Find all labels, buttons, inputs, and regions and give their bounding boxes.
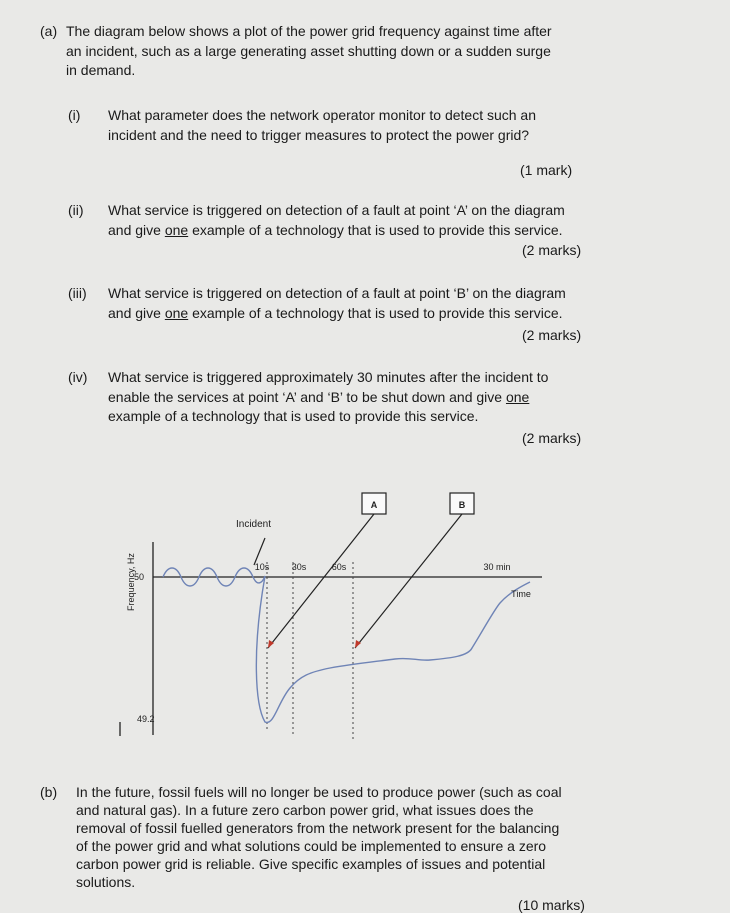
text-fragment: and give [108,221,165,238]
intro-line: an incident, such as a large generating asset shutting down or a sudden surge [66,42,551,59]
text-fragment: enable the services at point ‘A’ and ‘B’ to be shut down and give [108,388,506,405]
question-line: What service is triggered on detection of a fault at point ‘B’ on the diagram [108,285,566,301]
text-fragment: and give [108,304,165,321]
incident-label: Incident [236,519,272,530]
intro-line: The diagram below shows a plot of the power grid frequency against time after [66,23,552,39]
question-iv-label: (iv) [68,369,88,385]
question-line: incident and the need to trigger measures to protect the power grid? [108,126,530,143]
arrow-b [355,514,462,648]
time-label-10s: 10s [254,562,270,572]
question-iv-marks: (2 marks) [522,430,582,446]
y-axis-label: Frequency, Hz [126,553,136,611]
part-b-line: and natural gas). In a future zero carbon power grid, what issues does the [76,802,534,818]
question-iii-label: (iii) [68,285,87,301]
question-line: What parameter does the network operator monitor to detect such an [108,107,537,123]
text-fragment: example of a technology that is used to provide this service. [188,304,563,321]
question-ii-label: (ii) [68,202,84,218]
question-i-label: (i) [68,107,81,123]
box-a-label: A [370,500,378,510]
underlined-one: one [164,304,189,321]
part-b-label: (b) [40,784,58,800]
question-i-marks: (1 mark) [520,162,573,178]
question-ii-marks: (2 marks) [522,242,582,258]
question-line: example of a technology that is used to provide this service. [108,408,479,424]
x-axis-label: Time [511,589,531,599]
time-label-30s: 30s [291,562,307,572]
arrow-a [268,514,374,648]
part-b-line: removal of fossil fuelled generators from the network present for the balancing [76,820,560,836]
question-line: What service is triggered on detection of a fault at point ‘A’ on the diagram [108,202,565,218]
y-tick-49-2: 49.2 [137,714,155,724]
underlined-one: one [505,388,530,405]
part-b-marks: (10 marks) [518,897,585,913]
part-b-text [76,783,562,891]
time-label-60s: 60s [331,562,347,572]
text-fragment: example of a technology that is used to provide this service. [188,221,563,238]
part-a-label: (a) [40,23,58,39]
incident-arrow [254,538,265,565]
part-b-line: solutions. [76,874,136,890]
part-b-line: of the power grid and what solutions could be implemented to ensure a zero [76,838,547,854]
part-b-line: carbon power grid is reliable. Give specific examples of issues and potential [76,856,546,872]
time-label-30min: 30 min [483,562,511,572]
question-line: What service is triggered approximately 30 minutes after the incident to [108,369,549,385]
question-iii-marks: (2 marks) [522,327,582,343]
frequency-curve [256,576,530,722]
box-b-label: B [458,500,466,510]
intro-line: in demand. [66,62,136,78]
y-tick-50: 50 [133,572,144,582]
part-b-line: In the future, fossil fuels will no longer be used to produce power (such as coal [76,784,562,800]
underlined-one: one [164,221,189,238]
